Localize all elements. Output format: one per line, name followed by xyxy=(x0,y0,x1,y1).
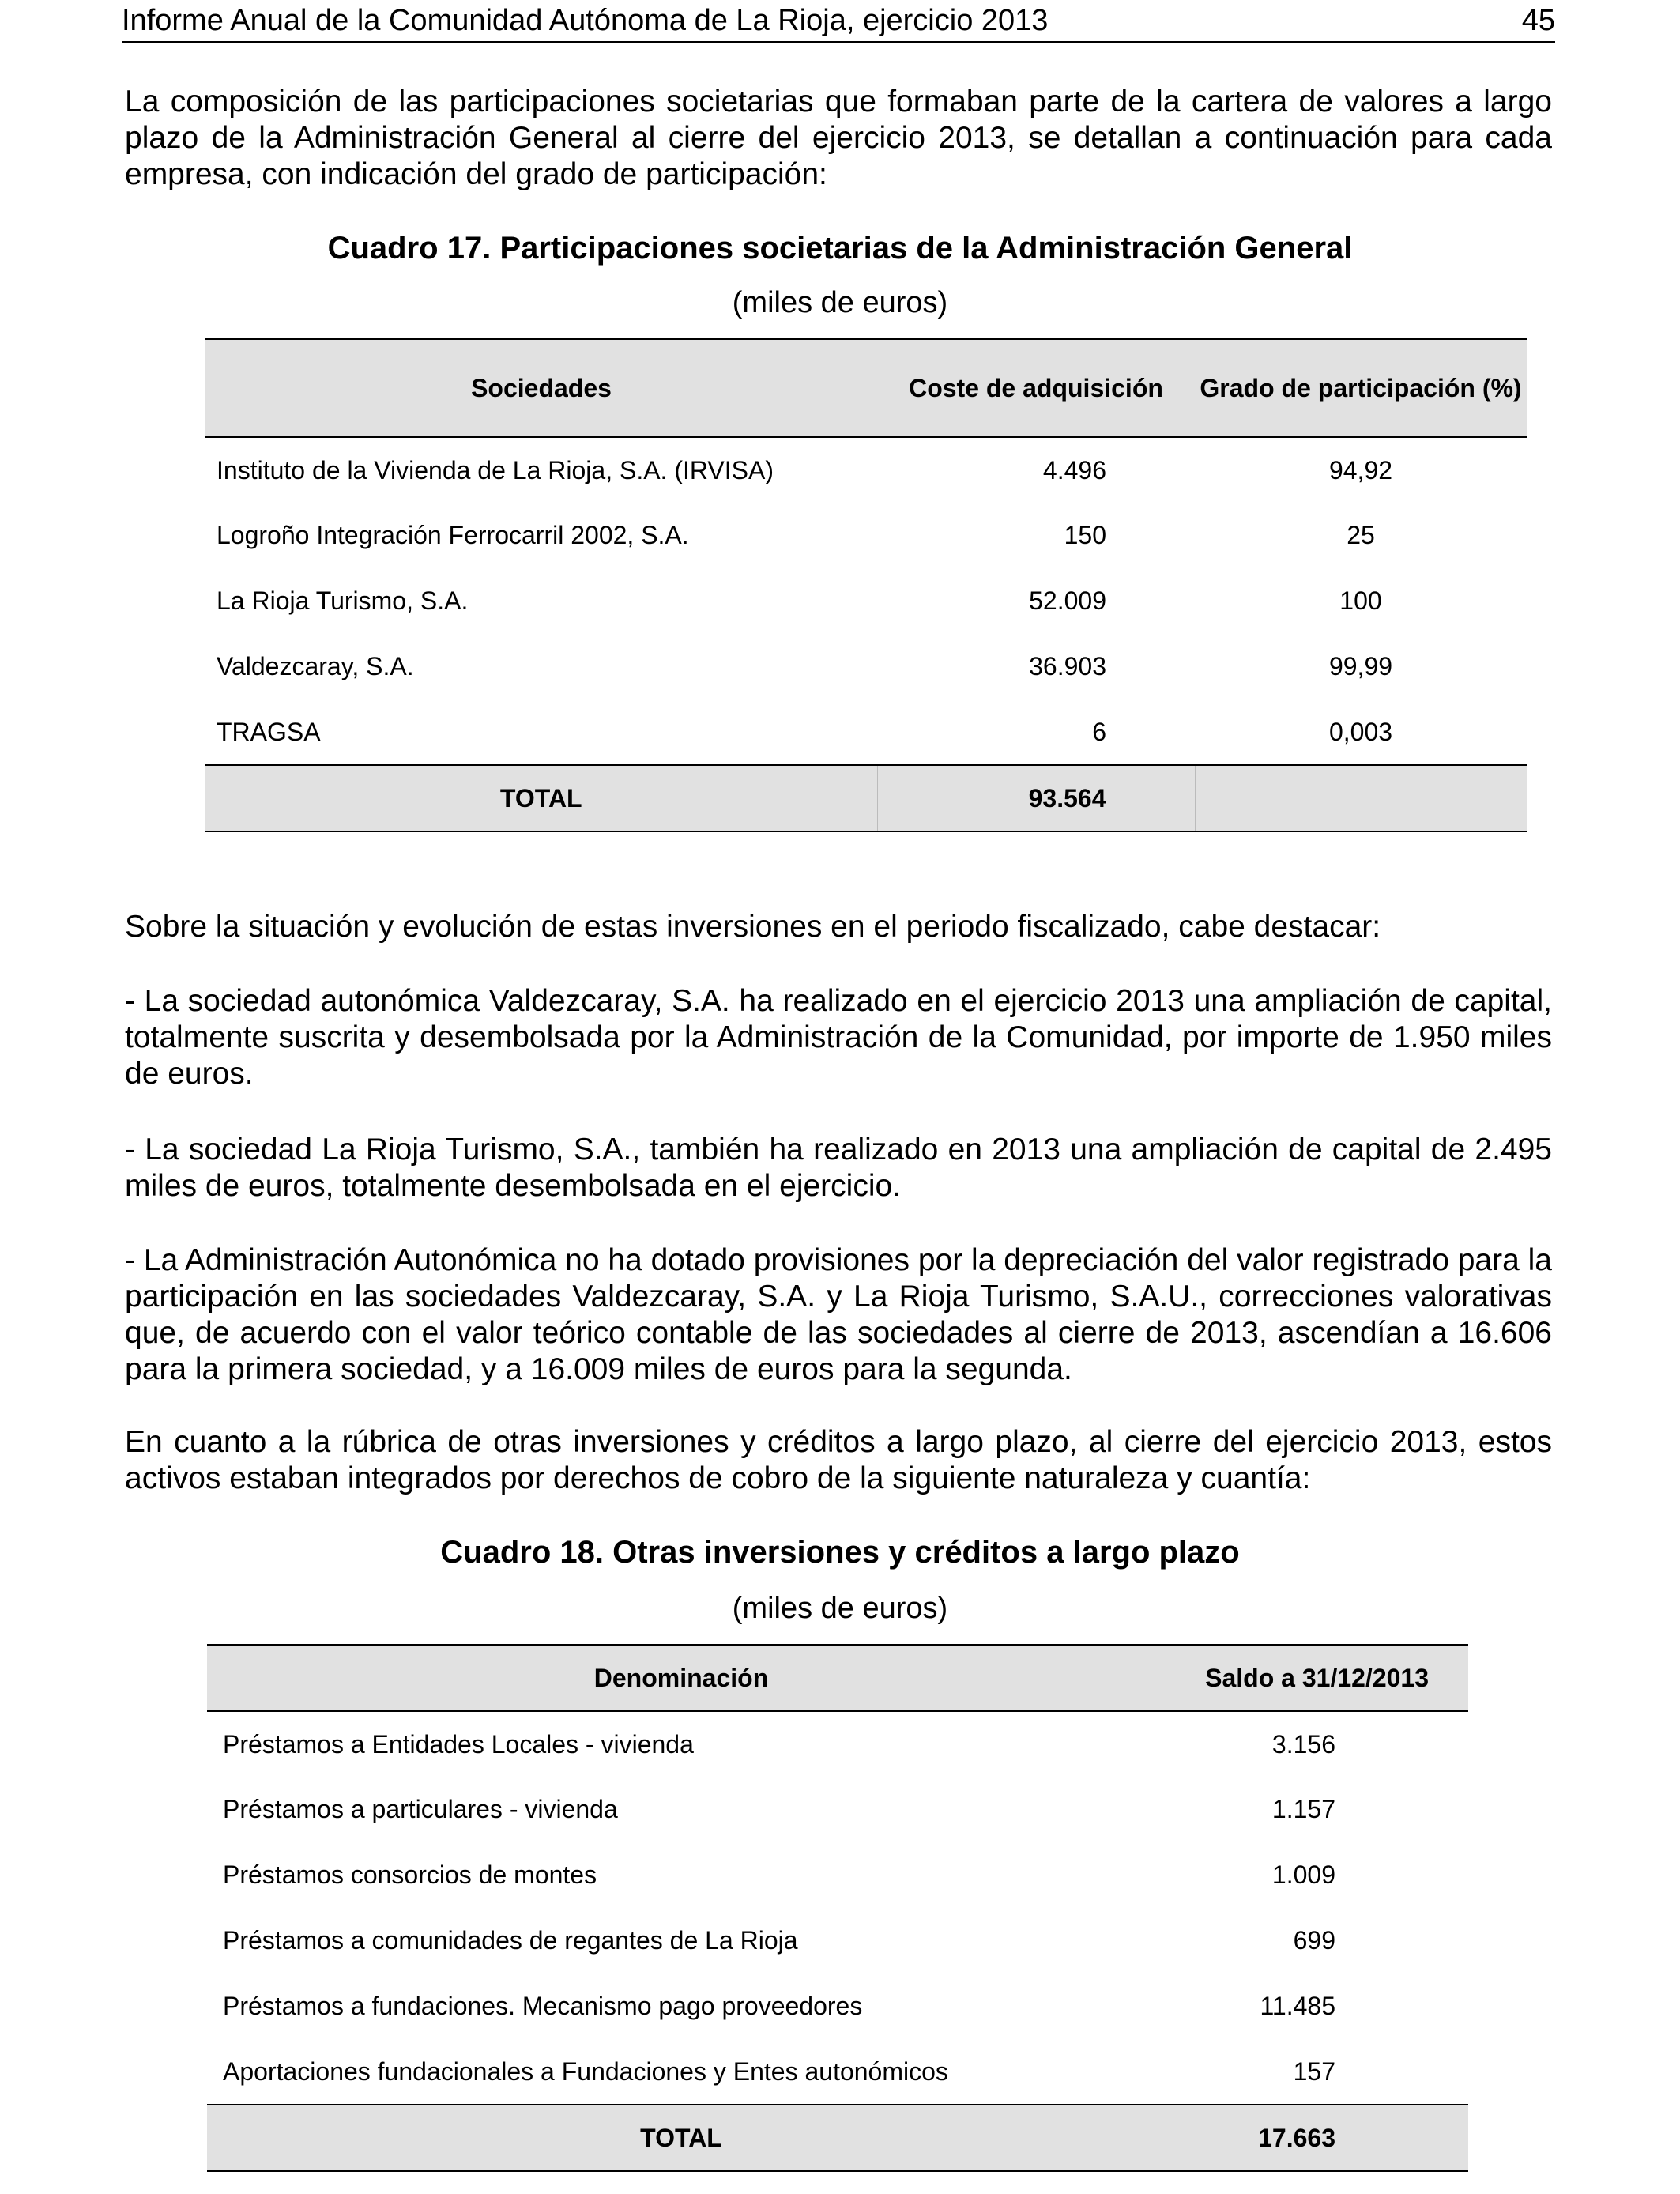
row-name: Aportaciones fundacionales a Fundaciones y Entes autonómicos xyxy=(223,2056,948,2086)
table-row xyxy=(207,1777,1468,1842)
paragraph-1: Sobre la situación y evolución de estas inversiones en el periodo fiscalizado, cabe destacar: xyxy=(125,910,1381,944)
table17-total-row xyxy=(205,765,1527,831)
total-value: 93.564 xyxy=(877,765,1195,831)
table-row xyxy=(205,699,1527,765)
header-title: Informe Anual de la Comunidad Autónoma de La Rioja, ejercicio 2013 xyxy=(122,4,1049,37)
table17 xyxy=(205,338,1527,832)
row-pct: 99,99 xyxy=(1328,652,1393,680)
row-value: 1.009 xyxy=(1271,1860,1335,1889)
row-cost: 36.903 xyxy=(1029,652,1106,680)
row-cost: 6 xyxy=(1092,717,1106,746)
intro-paragraph: La composición de las participaciones societarias que formaban parte de la cartera de valores a largo plazo de la Administración General al cierre del ejercicio 2013, se detallan a continuación para cada empresa, con indicación del grado de participación: xyxy=(125,85,1552,191)
table17-units: (miles de euros) xyxy=(732,286,948,319)
row-name: Préstamos a comunidades de regantes de La Rioja xyxy=(223,1926,798,1955)
total-value: 17.663 xyxy=(1155,2105,1468,2171)
paragraph-4: - La Administración Autonómica no ha dotado provisiones por la depreciación del valor registrado para la participación en las sociedades Valdezcaray, S.A. y La Rioja Turismo, S.A.U., correcciones valorativas que, de acuerdo con el valor teórico contable de las sociedades al cierre de 2013, ascendían a 16.606 para la primera sociedad, y a 16.009 miles de euros para la segunda. xyxy=(125,1243,1552,1386)
row-pct: 100 xyxy=(1339,586,1382,615)
row-cost: 150 xyxy=(1064,521,1106,549)
table-row xyxy=(205,437,1527,503)
row-name: Valdezcaray, S.A. xyxy=(217,652,414,680)
page-header xyxy=(122,0,1555,43)
table-row xyxy=(205,503,1527,568)
row-cost: 4.496 xyxy=(1042,455,1106,484)
row-name: Préstamos a Entidades Locales - vivienda xyxy=(223,1729,694,1759)
row-name: Préstamos a fundaciones. Mecanismo pago proveedores xyxy=(223,1992,863,2020)
col-saldo: Saldo a 31/12/2013 xyxy=(1155,1645,1468,1711)
paragraph-3: - La sociedad La Rioja Turismo, S.A., también ha realizado en 2013 una ampliación de capital de 2.495 miles de euros, totalmente desembolsada en el ejercicio. xyxy=(125,1133,1552,1203)
table-row xyxy=(207,1711,1468,1777)
row-name: Préstamos a particulares - vivienda xyxy=(223,1795,618,1823)
table-row xyxy=(207,1842,1468,1908)
table-row xyxy=(205,568,1527,634)
row-cost: 52.009 xyxy=(1029,586,1106,615)
table18-units: (miles de euros) xyxy=(732,1592,948,1625)
row-name: Logroño Integración Ferrocarril 2002, S.A. xyxy=(217,521,689,549)
row-pct: 0,003 xyxy=(1328,717,1393,746)
col-sociedades: Sociedades xyxy=(205,339,877,437)
total-label: TOTAL xyxy=(205,765,877,831)
col-grado: Grado de participación (%) xyxy=(1195,339,1527,437)
table18-caption: Cuadro 18. Otras inversiones y créditos a largo plazo xyxy=(440,1535,1240,1570)
row-pct: 94,92 xyxy=(1328,455,1393,484)
table-row xyxy=(205,634,1527,699)
table-row xyxy=(207,1973,1468,2039)
row-name: Instituto de la Vivienda de La Rioja, S.A. (IRVISA) xyxy=(217,455,774,484)
table17-caption: Cuadro 17. Participaciones societarias de la Administración General xyxy=(327,231,1353,266)
table-row xyxy=(207,1908,1468,1973)
row-value: 157 xyxy=(1293,2056,1335,2086)
row-name: La Rioja Turismo, S.A. xyxy=(217,586,469,615)
table-row xyxy=(207,2039,1468,2105)
row-value: 11.485 xyxy=(1260,1992,1335,2020)
page-number: 45 xyxy=(1521,4,1555,37)
row-name: Préstamos consorcios de montes xyxy=(223,1860,597,1889)
row-value: 1.157 xyxy=(1271,1795,1335,1823)
total-empty-cell xyxy=(1195,765,1527,831)
table17-header-row xyxy=(205,339,1527,437)
table18-header-row xyxy=(207,1645,1468,1711)
row-value: 699 xyxy=(1293,1926,1335,1955)
total-label: TOTAL xyxy=(207,2105,1155,2171)
row-value: 3.156 xyxy=(1271,1729,1335,1759)
paragraph-2: - La sociedad autonómica Valdezcaray, S.A. ha realizado en el ejercicio 2013 una ampliación de capital, totalmente suscrita y desembolsada por la Administración de la Comunidad, por importe de 1.950 miles de euros. xyxy=(125,984,1552,1091)
col-coste: Coste de adquisición xyxy=(877,339,1195,437)
row-pct: 25 xyxy=(1347,521,1375,549)
paragraph-5: En cuanto a la rúbrica de otras inversiones y créditos a largo plazo, al cierre del ejercicio 2013, estos activos estaban integrados por derechos de cobro de la siguiente naturaleza y cuantía: xyxy=(125,1425,1552,1495)
row-name: TRAGSA xyxy=(217,717,321,746)
col-denominacion: Denominación xyxy=(207,1645,1155,1711)
table18 xyxy=(207,1644,1468,2172)
table18-total-row xyxy=(207,2105,1468,2171)
